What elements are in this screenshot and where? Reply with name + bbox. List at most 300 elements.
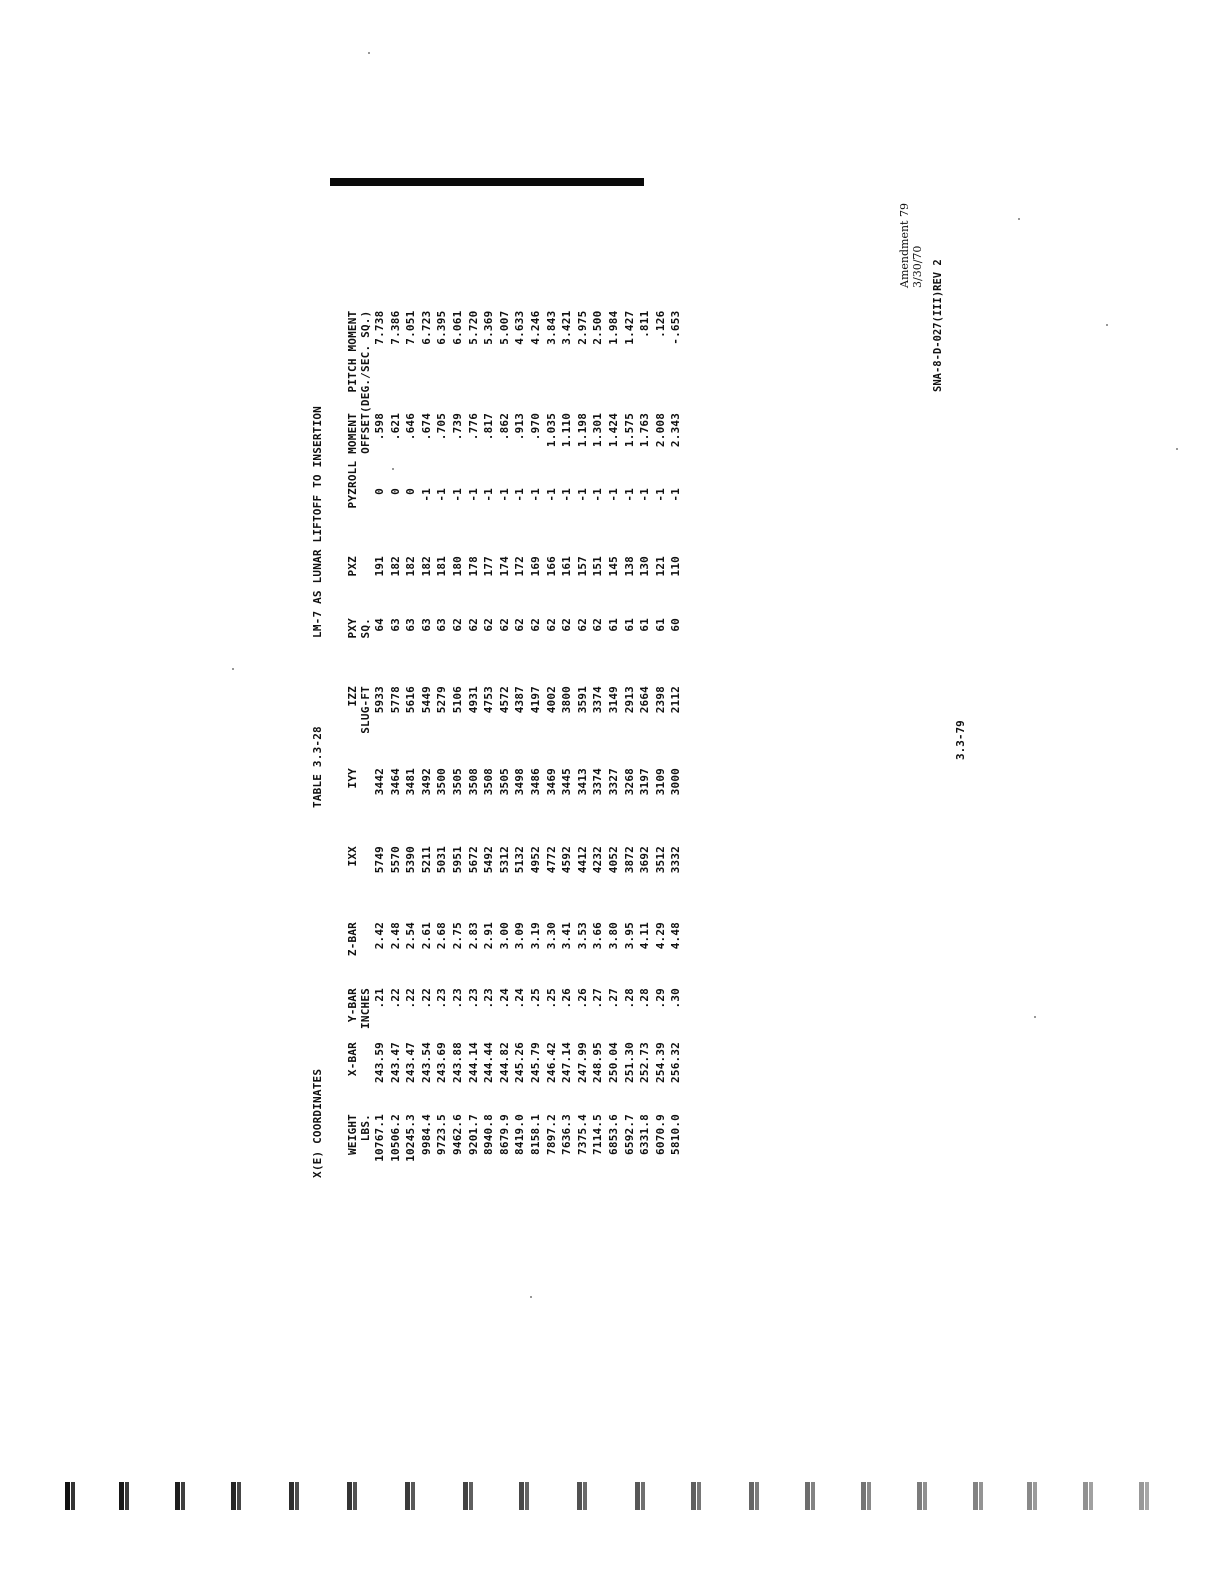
y-bar-cell: .25 bbox=[528, 988, 542, 1009]
ixx-cell: 5672 bbox=[466, 846, 480, 874]
y-bar-cell: .23 bbox=[450, 988, 464, 1009]
col-subheader bbox=[359, 1042, 372, 1114]
x-bar-cell: 248.95 bbox=[591, 1042, 605, 1083]
table-body bbox=[372, 311, 684, 1178]
col-subheader bbox=[359, 922, 372, 988]
pxz-cell: 181 bbox=[435, 556, 449, 577]
iyy-cell: 3374 bbox=[591, 768, 605, 796]
table-row bbox=[434, 311, 450, 1178]
scan-speck bbox=[1106, 324, 1108, 326]
pitch-moment-cell: 6.061 bbox=[450, 310, 464, 345]
pxy-cell: 63 bbox=[435, 618, 449, 632]
table-number: TABLE 3.3-28 bbox=[311, 726, 324, 808]
frame-mark bbox=[402, 1482, 418, 1510]
pitch-moment-cell: 5.369 bbox=[482, 310, 496, 345]
y-bar-cell: .28 bbox=[638, 988, 652, 1009]
iyy-cell: 3464 bbox=[388, 768, 402, 796]
frame-mark bbox=[1136, 1482, 1152, 1510]
x-bar-cell: 252.73 bbox=[638, 1042, 652, 1083]
izz-cell: 4387 bbox=[513, 686, 527, 714]
weight-cell: 6070.9 bbox=[653, 1114, 667, 1155]
col-subheader: INCHES bbox=[359, 988, 372, 1029]
col-header: PXZ bbox=[346, 556, 359, 577]
x-bar-cell: 244.14 bbox=[466, 1042, 480, 1083]
amendment-stamp bbox=[898, 203, 924, 288]
iyy-cell: 3505 bbox=[497, 768, 511, 796]
pxy-cell: 63 bbox=[419, 618, 433, 632]
table-row bbox=[590, 311, 606, 1178]
ixx-cell: 3692 bbox=[638, 846, 652, 874]
izz-cell: 4572 bbox=[497, 686, 511, 714]
table-row bbox=[372, 311, 388, 1178]
izz-cell: 2112 bbox=[669, 686, 683, 714]
ixx-cell: 3872 bbox=[622, 846, 636, 874]
frame-mark bbox=[344, 1482, 360, 1510]
table-row bbox=[606, 311, 622, 1178]
iyy-cell: 3505 bbox=[450, 768, 464, 796]
x-bar-cell: 251.30 bbox=[622, 1042, 636, 1083]
z-bar-cell: 2.75 bbox=[450, 922, 464, 950]
ixx-cell: 4412 bbox=[575, 846, 589, 874]
pxz-cell: 151 bbox=[591, 556, 605, 577]
scan-speck bbox=[530, 1296, 532, 1298]
pyz-cell: 0 bbox=[373, 488, 386, 495]
scan-speck bbox=[368, 52, 370, 54]
pxz-cell: 172 bbox=[513, 556, 527, 577]
pxy-cell: 61 bbox=[622, 618, 636, 632]
pyz-cell: 0 bbox=[388, 488, 402, 495]
col-subheader: SQ. bbox=[359, 618, 372, 639]
izz-cell: 4931 bbox=[466, 686, 480, 714]
pxy-cell: 62 bbox=[482, 618, 496, 632]
izz-cell: 2664 bbox=[638, 686, 652, 714]
weight-cell: 7636.3 bbox=[560, 1114, 574, 1155]
pxz-cell: 182 bbox=[419, 556, 433, 577]
roll-moment-cell: 1.301 bbox=[591, 412, 605, 448]
pitch-moment-cell: 4.246 bbox=[528, 310, 542, 345]
y-bar-cell: .26 bbox=[575, 988, 589, 1009]
weight-cell: 10767.1 bbox=[373, 1114, 386, 1162]
ixx-cell: 5390 bbox=[404, 846, 418, 874]
pxz-cell: 169 bbox=[528, 556, 542, 577]
x-bar-cell: 250.04 bbox=[606, 1042, 620, 1083]
roll-moment-cell: .817 bbox=[482, 412, 496, 441]
scan-speck bbox=[1176, 448, 1178, 450]
iyy-cell: 3000 bbox=[669, 768, 683, 796]
z-bar-cell: 2.42 bbox=[373, 922, 386, 950]
z-bar-cell: 2.54 bbox=[404, 922, 418, 950]
table-row bbox=[497, 311, 513, 1178]
z-bar-cell: 4.29 bbox=[653, 922, 667, 950]
film-frame-marks bbox=[0, 1482, 1220, 1522]
x-bar-cell: 243.47 bbox=[404, 1042, 418, 1083]
pxz-cell: 182 bbox=[404, 556, 418, 577]
ixx-cell: 5492 bbox=[482, 846, 496, 874]
roll-moment-cell: .646 bbox=[404, 412, 418, 441]
pxy-cell: 63 bbox=[404, 618, 418, 632]
col-subheader bbox=[359, 488, 372, 556]
z-bar-cell: 3.66 bbox=[591, 922, 605, 950]
frame-mark bbox=[970, 1482, 986, 1510]
iyy-cell: 3109 bbox=[653, 768, 667, 796]
pitch-moment-cell: 3.843 bbox=[544, 310, 558, 345]
ixx-cell: 5031 bbox=[435, 846, 449, 874]
col-subheader: SLUG-FT bbox=[359, 686, 372, 734]
pxz-cell: 130 bbox=[638, 556, 652, 577]
frame-mark bbox=[632, 1482, 648, 1510]
table-row bbox=[575, 311, 591, 1178]
ixx-cell: 5951 bbox=[450, 846, 464, 874]
iyy-cell: 3442 bbox=[373, 768, 386, 796]
table-caption: LM-7 AS LUNAR LIFTOFF TO INSERTION bbox=[311, 406, 324, 638]
y-bar-cell: .30 bbox=[669, 988, 683, 1009]
iyy-cell: 3413 bbox=[575, 768, 589, 796]
pyz-cell: -1 bbox=[435, 488, 449, 502]
iyy-cell: 3498 bbox=[513, 768, 527, 796]
x-bar-cell: 244.44 bbox=[482, 1042, 496, 1083]
frame-mark bbox=[172, 1482, 188, 1510]
x-bar-cell: 243.54 bbox=[419, 1042, 433, 1083]
mass-properties-table bbox=[346, 311, 684, 1178]
ixx-cell: 4772 bbox=[544, 846, 558, 874]
z-bar-cell: 4.48 bbox=[669, 922, 683, 950]
pitch-moment-cell: 3.421 bbox=[560, 310, 574, 345]
pxz-cell: 110 bbox=[669, 556, 683, 577]
pxz-cell: 166 bbox=[544, 556, 558, 577]
z-bar-cell: 3.00 bbox=[497, 922, 511, 950]
x-bar-cell: 245.79 bbox=[528, 1042, 542, 1083]
ixx-cell: 5312 bbox=[497, 846, 511, 874]
pitch-moment-cell: 5.007 bbox=[497, 310, 511, 345]
iyy-cell: 3492 bbox=[419, 768, 433, 796]
roll-moment-cell: .674 bbox=[419, 412, 433, 441]
pyz-cell: -1 bbox=[466, 488, 480, 502]
x-bar-cell: 243.88 bbox=[450, 1042, 464, 1083]
y-bar-cell: .24 bbox=[513, 988, 527, 1009]
amendment-label: Amendment 79 bbox=[898, 203, 911, 288]
scan-speck bbox=[1018, 218, 1020, 220]
col-header: IXX bbox=[346, 846, 359, 867]
weight-cell: 7897.2 bbox=[544, 1114, 558, 1155]
z-bar-cell: 2.61 bbox=[419, 922, 433, 950]
pyz-cell: -1 bbox=[560, 488, 574, 502]
weight-cell: 8679.9 bbox=[497, 1114, 511, 1155]
pxy-cell: 62 bbox=[497, 618, 511, 632]
pyz-cell: -1 bbox=[575, 488, 589, 502]
roll-moment-cell: 1.763 bbox=[638, 412, 652, 448]
col-header: X-BAR bbox=[346, 1042, 359, 1077]
roll-moment-cell: 1.110 bbox=[560, 412, 574, 448]
z-bar-cell: 3.30 bbox=[544, 922, 558, 950]
y-bar-cell: .28 bbox=[622, 988, 636, 1009]
table-row bbox=[403, 311, 419, 1178]
z-bar-cell: 3.19 bbox=[528, 922, 542, 950]
table-header bbox=[346, 311, 372, 1178]
ixx-cell: 4952 bbox=[528, 846, 542, 874]
frame-mark bbox=[1024, 1482, 1040, 1510]
weight-cell: 6853.6 bbox=[606, 1114, 620, 1155]
scan-speck bbox=[392, 468, 394, 470]
pxy-cell: 64 bbox=[373, 618, 386, 632]
table-row bbox=[528, 311, 544, 1178]
weight-cell: 5810.0 bbox=[669, 1114, 683, 1155]
pitch-moment-cell: 6.395 bbox=[435, 310, 449, 345]
ixx-cell: 5132 bbox=[513, 846, 527, 874]
scan-speck bbox=[1034, 1016, 1036, 1018]
ixx-cell: 5211 bbox=[419, 846, 433, 874]
y-bar-cell: .21 bbox=[373, 988, 386, 1009]
table-row bbox=[653, 311, 669, 1178]
pyz-cell: -1 bbox=[482, 488, 496, 502]
pxy-cell: 62 bbox=[591, 618, 605, 632]
weight-cell: 7375.4 bbox=[575, 1114, 589, 1155]
pyz-cell: -1 bbox=[450, 488, 464, 502]
pxy-cell: 62 bbox=[544, 618, 558, 632]
izz-cell: 5279 bbox=[435, 686, 449, 714]
roll-moment-cell: .598 bbox=[373, 412, 386, 441]
y-bar-cell: .22 bbox=[388, 988, 402, 1009]
scan-speck bbox=[232, 668, 234, 670]
pxz-cell: 161 bbox=[560, 556, 574, 577]
z-bar-cell: 3.80 bbox=[606, 922, 620, 950]
pyz-cell: -1 bbox=[653, 488, 667, 502]
table-title-line bbox=[310, 406, 326, 1178]
weight-cell: 9462.6 bbox=[450, 1114, 464, 1155]
izz-cell: 4002 bbox=[544, 686, 558, 714]
izz-cell: 3149 bbox=[606, 686, 620, 714]
table-row bbox=[637, 311, 653, 1178]
pxy-cell: 62 bbox=[466, 618, 480, 632]
pyz-cell: -1 bbox=[669, 488, 683, 502]
y-bar-cell: .22 bbox=[419, 988, 433, 1009]
y-bar-cell: .22 bbox=[404, 988, 418, 1009]
rotated-table-printout bbox=[310, 178, 683, 1178]
ixx-cell: 4232 bbox=[591, 846, 605, 874]
table-row bbox=[419, 311, 435, 1178]
col-subheader: LBS. bbox=[359, 1114, 372, 1142]
amendment-date: 3/30/70 bbox=[911, 245, 924, 288]
document-number: SNA-8-D-027(III)REV 2 bbox=[932, 259, 944, 392]
pxy-cell: 61 bbox=[606, 618, 620, 632]
pxy-cell: 61 bbox=[638, 618, 652, 632]
pyz-cell: -1 bbox=[622, 488, 636, 502]
col-header: IYY bbox=[346, 768, 359, 789]
ixx-cell: 5749 bbox=[373, 846, 386, 874]
y-bar-cell: .27 bbox=[591, 988, 605, 1009]
izz-cell: 3374 bbox=[591, 686, 605, 714]
table-row bbox=[450, 311, 466, 1178]
iyy-cell: 3327 bbox=[606, 768, 620, 796]
pitch-moment-cell: 2.500 bbox=[591, 310, 605, 345]
y-bar-cell: .23 bbox=[435, 988, 449, 1009]
pxz-cell: 138 bbox=[622, 556, 636, 577]
frame-mark bbox=[62, 1482, 78, 1510]
frame-mark bbox=[746, 1482, 762, 1510]
pxz-cell: 121 bbox=[653, 556, 667, 577]
ixx-cell: 3332 bbox=[669, 846, 683, 874]
pitch-moment-cell: 7.386 bbox=[388, 310, 402, 345]
izz-cell: 2398 bbox=[653, 686, 667, 714]
x-bar-cell: 243.59 bbox=[373, 1042, 386, 1083]
header-row-2 bbox=[359, 311, 372, 1178]
x-bar-cell: 246.42 bbox=[544, 1042, 558, 1083]
z-bar-cell: 2.68 bbox=[435, 922, 449, 950]
table-row bbox=[388, 311, 404, 1178]
header-row-1 bbox=[346, 311, 359, 1178]
z-bar-cell: 4.11 bbox=[638, 922, 652, 950]
izz-cell: 5616 bbox=[404, 686, 418, 714]
iyy-cell: 3481 bbox=[404, 768, 418, 796]
iyy-cell: 3508 bbox=[482, 768, 496, 796]
pyz-cell: -1 bbox=[528, 488, 542, 502]
table-row bbox=[544, 311, 560, 1178]
pxz-cell: 157 bbox=[575, 556, 589, 577]
weight-cell: 7114.5 bbox=[591, 1114, 605, 1155]
weight-cell: 10245.3 bbox=[404, 1114, 418, 1162]
iyy-cell: 3268 bbox=[622, 768, 636, 796]
roll-moment-cell: 1.575 bbox=[622, 412, 636, 448]
pitch-moment-cell: .126 bbox=[653, 310, 667, 338]
roll-moment-cell: 1.035 bbox=[544, 412, 558, 448]
z-bar-cell: 3.41 bbox=[560, 922, 574, 950]
izz-cell: 5933 bbox=[373, 686, 386, 714]
z-bar-cell: 3.53 bbox=[575, 922, 589, 950]
weight-cell: 10506.2 bbox=[388, 1114, 402, 1162]
pyz-cell: -1 bbox=[638, 488, 652, 502]
izz-cell: 5449 bbox=[419, 686, 433, 714]
col-subheader bbox=[359, 846, 372, 922]
pitch-moment-cell: 7.051 bbox=[404, 310, 418, 345]
roll-moment-cell: 2.008 bbox=[653, 412, 667, 448]
frame-mark bbox=[516, 1482, 532, 1510]
pitch-moment-cell: 7.738 bbox=[373, 310, 386, 345]
pxy-cell: 62 bbox=[528, 618, 542, 632]
weight-cell: 6592.7 bbox=[622, 1114, 636, 1155]
weight-cell: 9984.4 bbox=[419, 1114, 433, 1155]
pxy-cell: 62 bbox=[513, 618, 527, 632]
iyy-cell: 3197 bbox=[638, 768, 652, 796]
table-row bbox=[559, 311, 575, 1178]
roll-moment-cell: .776 bbox=[466, 412, 480, 441]
pyz-cell: -1 bbox=[513, 488, 527, 502]
frame-mark bbox=[858, 1482, 874, 1510]
z-bar-cell: 2.83 bbox=[466, 922, 480, 950]
weight-cell: 8158.1 bbox=[528, 1114, 542, 1155]
iyy-cell: 3486 bbox=[528, 768, 542, 796]
pyz-cell: -1 bbox=[497, 488, 511, 502]
x-bar-cell: 245.26 bbox=[513, 1042, 527, 1083]
table-row bbox=[466, 311, 482, 1178]
pxz-cell: 174 bbox=[497, 556, 511, 577]
iyy-cell: 3500 bbox=[435, 768, 449, 796]
pxy-cell: 61 bbox=[653, 618, 667, 632]
section-label: X(E) COORDINATES bbox=[311, 1068, 324, 1178]
pitch-moment-cell: 1.427 bbox=[622, 310, 636, 345]
col-subheader: OFFSET bbox=[359, 412, 372, 454]
y-bar-cell: .24 bbox=[497, 988, 511, 1009]
col-header: WEIGHT bbox=[346, 1114, 359, 1155]
izz-cell: 4753 bbox=[482, 686, 496, 714]
x-bar-cell: 254.39 bbox=[653, 1042, 667, 1083]
weight-cell: 8940.8 bbox=[482, 1114, 496, 1155]
pyz-cell: 0 bbox=[404, 488, 418, 495]
col-subheader bbox=[359, 768, 372, 846]
weight-cell: 6331.8 bbox=[638, 1114, 652, 1155]
roll-moment-cell: .739 bbox=[450, 412, 464, 441]
pxz-cell: 182 bbox=[388, 556, 402, 577]
roll-moment-cell: 2.343 bbox=[669, 412, 683, 448]
pitch-moment-cell: 4.633 bbox=[513, 310, 527, 345]
roll-moment-cell: .621 bbox=[388, 412, 402, 441]
roll-moment-cell: 1.198 bbox=[575, 412, 589, 448]
frame-mark bbox=[116, 1482, 132, 1510]
table-row bbox=[622, 311, 638, 1178]
frame-mark bbox=[460, 1482, 476, 1510]
pitch-moment-cell: 2.975 bbox=[575, 310, 589, 345]
weight-cell: 9201.7 bbox=[466, 1114, 480, 1155]
frame-mark bbox=[228, 1482, 244, 1510]
pitch-moment-cell: 1.984 bbox=[606, 310, 620, 345]
pxz-cell: 178 bbox=[466, 556, 480, 577]
weight-cell: 8419.0 bbox=[513, 1114, 527, 1155]
x-bar-cell: 243.47 bbox=[388, 1042, 402, 1083]
col-subheader: (DEG./SEC. SQ.) bbox=[359, 310, 372, 413]
pitch-moment-cell: 5.720 bbox=[466, 310, 480, 345]
col-header: IZZ bbox=[346, 686, 359, 707]
izz-cell: 5778 bbox=[388, 686, 402, 714]
x-bar-cell: 256.32 bbox=[669, 1042, 683, 1083]
pxz-cell: 180 bbox=[450, 556, 464, 577]
pyz-cell: -1 bbox=[591, 488, 605, 502]
table-row bbox=[481, 311, 497, 1178]
izz-cell: 4197 bbox=[528, 686, 542, 714]
izz-cell: 5106 bbox=[450, 686, 464, 714]
roll-moment-cell: 1.424 bbox=[606, 412, 620, 448]
iyy-cell: 3508 bbox=[466, 768, 480, 796]
col-header: Z-BAR bbox=[346, 922, 359, 957]
pyz-cell: -1 bbox=[606, 488, 620, 502]
pitch-moment-cell: -.653 bbox=[669, 310, 683, 345]
frame-mark bbox=[802, 1482, 818, 1510]
pyz-cell: -1 bbox=[419, 488, 433, 502]
col-header: Y-BAR bbox=[346, 988, 359, 1023]
ixx-cell: 4052 bbox=[606, 846, 620, 874]
x-bar-cell: 247.99 bbox=[575, 1042, 589, 1083]
x-bar-cell: 243.69 bbox=[435, 1042, 449, 1083]
col-header: PYZ bbox=[346, 488, 359, 509]
pyz-cell: -1 bbox=[544, 488, 558, 502]
pxy-cell: 62 bbox=[450, 618, 464, 632]
pxz-cell: 191 bbox=[373, 556, 386, 577]
table-row bbox=[512, 311, 528, 1178]
y-bar-cell: .26 bbox=[560, 988, 574, 1009]
y-bar-cell: .27 bbox=[606, 988, 620, 1009]
iyy-cell: 3469 bbox=[544, 768, 558, 796]
page-number: 3.3-79 bbox=[954, 720, 967, 760]
pxz-cell: 145 bbox=[606, 556, 620, 577]
roll-moment-cell: .913 bbox=[513, 412, 527, 441]
col-header: PXY bbox=[346, 618, 359, 639]
pxy-cell: 62 bbox=[575, 618, 589, 632]
frame-mark bbox=[574, 1482, 590, 1510]
z-bar-cell: 3.95 bbox=[622, 922, 636, 950]
y-bar-cell: .23 bbox=[482, 988, 496, 1009]
weight-cell: 9723.5 bbox=[435, 1114, 449, 1155]
pitch-moment-cell: .811 bbox=[638, 310, 652, 338]
roll-moment-cell: .705 bbox=[435, 412, 449, 441]
pxy-cell: 63 bbox=[388, 618, 402, 632]
col-header: ROLL MOMENT bbox=[346, 412, 359, 488]
